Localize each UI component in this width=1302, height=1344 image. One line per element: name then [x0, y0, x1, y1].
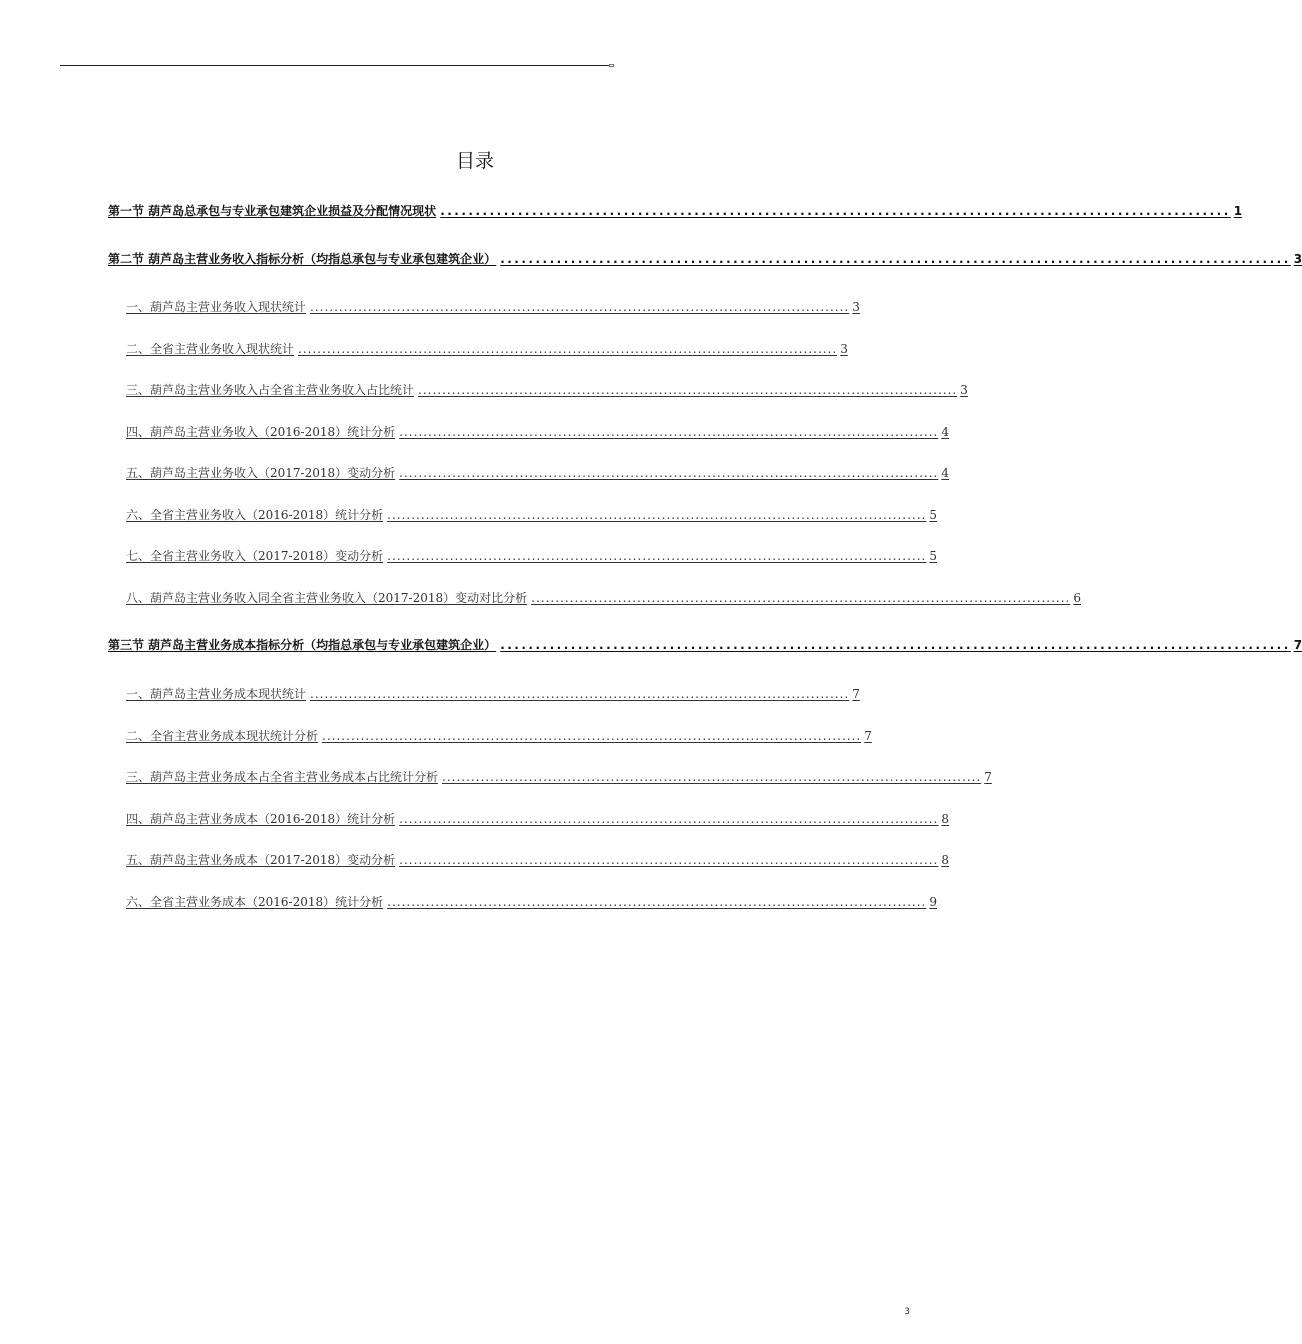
toc-dot-leader: ................................................................................................................ — [442, 770, 982, 784]
toc-entry-2-2[interactable] — [126, 340, 848, 357]
toc-entry-page: 7 — [864, 729, 872, 743]
page-number: 3 — [904, 1307, 910, 1317]
toc-entry-label: 二、全省主营业务收入现状统计 — [126, 342, 295, 356]
toc-dot-leader: ................................................................................................................ — [310, 687, 850, 701]
toc-entry-label: 六、全省主营业务成本（2016-2018）统计分析 — [126, 895, 384, 909]
toc-entry-page: 4 — [941, 466, 949, 480]
toc-dot-leader: ................................................................................................................ — [418, 383, 958, 397]
toc-entry-page: 5 — [929, 549, 937, 563]
toc-entry-3-4[interactable] — [126, 810, 949, 827]
toc-entry-label: 一、葫芦岛主营业务收入现状统计 — [126, 300, 307, 314]
toc-entry-page: 7 — [1293, 638, 1302, 652]
toc-entry-label: 八、葫芦岛主营业务收入同全省主营业务收入（2017-2018）变动对比分析 — [126, 591, 528, 605]
toc-dot-leader: ................................................................................................................ — [387, 895, 927, 909]
toc-entry-3-2[interactable] — [126, 727, 872, 744]
toc-entry-page: 7 — [984, 770, 992, 784]
toc-dot-leader: ................................................................................................................ — [387, 549, 927, 563]
toc-entry-label: 第三节 葫芦岛主营业务成本指标分析（均指总承包与专业承包建筑企业） — [108, 638, 497, 652]
toc-entry-label: 三、葫芦岛主营业务成本占全省主营业务成本占比统计分析 — [126, 770, 439, 784]
toc-entry-2-4[interactable] — [126, 423, 949, 440]
toc-entry-section-3[interactable] — [108, 636, 1302, 653]
header-rule — [60, 65, 610, 66]
toc-entry-label: 四、葫芦岛主营业务成本（2016-2018）统计分析 — [126, 812, 396, 826]
toc-entry-page: 8 — [941, 812, 949, 826]
toc-entry-page: 4 — [941, 425, 949, 439]
toc-entry-3-1[interactable] — [126, 685, 860, 702]
header-rule-mark — [609, 64, 614, 67]
toc-entry-label: 四、葫芦岛主营业务收入（2016-2018）统计分析 — [126, 425, 396, 439]
toc-dot-leader: ................................................................................................................ — [440, 204, 1231, 218]
toc-entry-3-5[interactable] — [126, 851, 949, 868]
toc-dot-leader: ................................................................................................................ — [399, 853, 939, 867]
toc-entry-page: 3 — [1293, 252, 1302, 266]
toc-entry-section-2[interactable] — [108, 250, 1302, 267]
toc-title: 目录 — [455, 150, 494, 172]
toc-dot-leader: ................................................................................................................ — [500, 638, 1291, 652]
toc-entry-page: 9 — [929, 895, 937, 909]
toc-entry-label: 第二节 葫芦岛主营业务收入指标分析（均指总承包与专业承包建筑企业） — [108, 252, 497, 266]
toc-entry-2-7[interactable] — [126, 547, 937, 564]
toc-entry-3-3[interactable] — [126, 768, 992, 785]
toc-entry-page: 3 — [960, 383, 968, 397]
toc-entry-page: 5 — [929, 508, 937, 522]
toc-entry-page: 3 — [852, 300, 860, 314]
toc-entry-page: 3 — [840, 342, 848, 356]
toc-dot-leader: ................................................................................................................ — [399, 466, 939, 480]
toc-entry-page: 8 — [941, 853, 949, 867]
toc-dot-leader: ................................................................................................................ — [399, 425, 939, 439]
toc-entry-label: 五、葫芦岛主营业务收入（2017-2018）变动分析 — [126, 466, 396, 480]
toc-entry-label: 三、葫芦岛主营业务收入占全省主营业务收入占比统计 — [126, 383, 415, 397]
toc-entry-2-6[interactable] — [126, 506, 937, 523]
toc-entry-2-1[interactable] — [126, 298, 860, 315]
toc-dot-leader: ................................................................................................................ — [322, 729, 862, 743]
toc-entry-2-8[interactable] — [126, 589, 1081, 606]
toc-dot-leader: ................................................................................................................ — [531, 591, 1071, 605]
toc-dot-leader: ................................................................................................................ — [399, 812, 939, 826]
toc-entry-label: 六、全省主营业务收入（2016-2018）统计分析 — [126, 508, 384, 522]
toc-dot-leader: ................................................................................................................ — [298, 342, 838, 356]
toc-entry-label: 一、葫芦岛主营业务成本现状统计 — [126, 687, 307, 701]
toc-entry-label: 五、葫芦岛主营业务成本（2017-2018）变动分析 — [126, 853, 396, 867]
toc-entry-label: 七、全省主营业务收入（2017-2018）变动分析 — [126, 549, 384, 563]
toc-entry-2-3[interactable] — [126, 381, 968, 398]
toc-dot-leader: ................................................................................................................ — [387, 508, 927, 522]
toc-dot-leader: ................................................................................................................ — [500, 252, 1291, 266]
toc-dot-leader: ................................................................................................................ — [310, 300, 850, 314]
toc-entry-3-6[interactable] — [126, 893, 937, 910]
toc-entry-label: 第一节 葫芦岛总承包与专业承包建筑企业损益及分配情况现状 — [108, 204, 437, 218]
toc-entry-page: 1 — [1233, 204, 1243, 218]
toc-entry-section-1[interactable] — [108, 202, 1243, 219]
toc-entry-page: 6 — [1073, 591, 1081, 605]
toc-entry-page: 7 — [852, 687, 860, 701]
toc-entry-label: 二、全省主营业务成本现状统计分析 — [126, 729, 319, 743]
toc-entry-2-5[interactable] — [126, 464, 949, 481]
